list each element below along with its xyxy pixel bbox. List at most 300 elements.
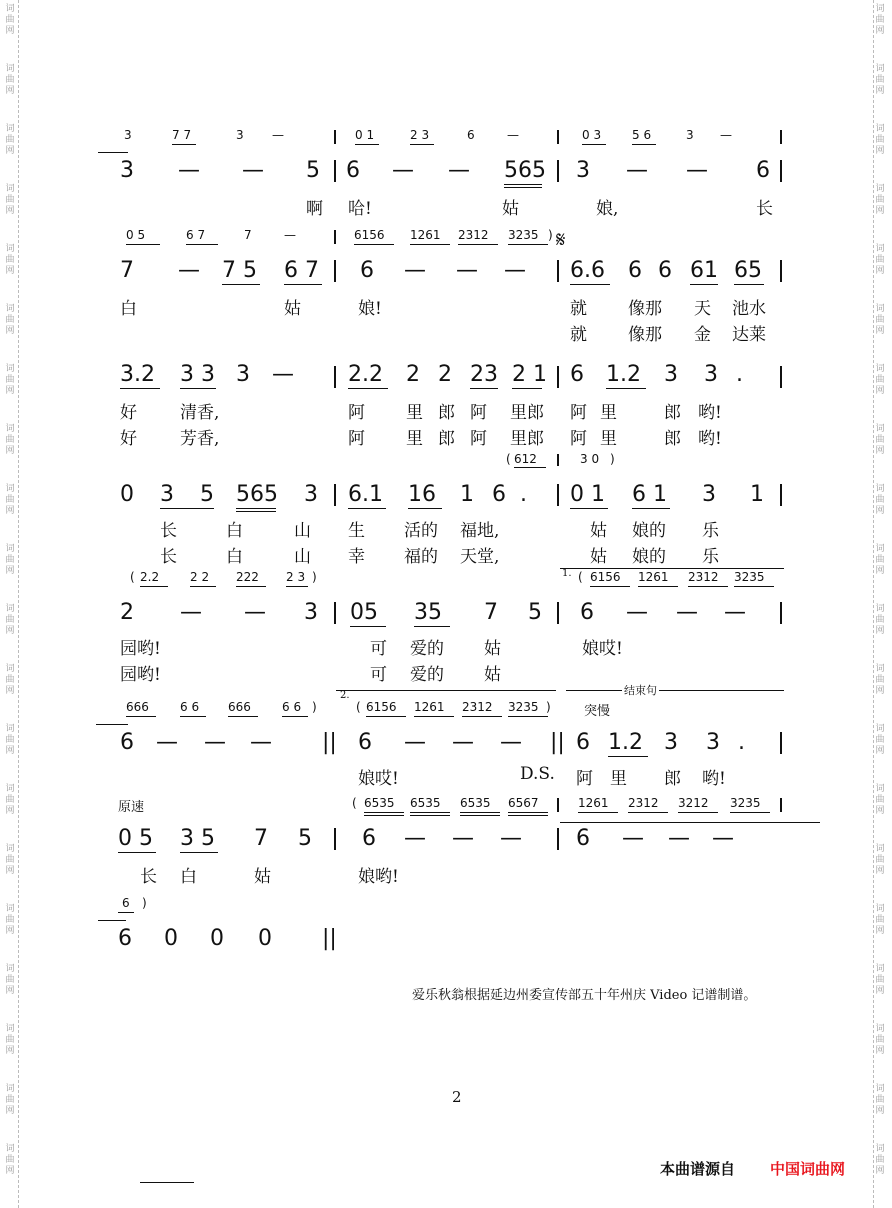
melody-note: 16 bbox=[408, 482, 436, 507]
watermark-text: 词 曲 网 bbox=[5, 304, 15, 336]
underline bbox=[678, 812, 718, 813]
lyric-syllable: 白 bbox=[226, 521, 243, 541]
watermark-text: 词 曲 网 bbox=[875, 544, 885, 576]
underline bbox=[578, 812, 618, 813]
watermark-text: 词 曲 网 bbox=[875, 124, 885, 156]
watermark-text: 词 曲 网 bbox=[5, 664, 15, 696]
underline bbox=[508, 244, 548, 245]
accomp-note: ) bbox=[546, 700, 551, 714]
melody-note: 6.1 bbox=[348, 482, 383, 507]
underline bbox=[410, 144, 434, 145]
barline bbox=[780, 260, 782, 282]
underline bbox=[284, 284, 322, 285]
tie-arc bbox=[98, 152, 128, 153]
lyric-syllable: 白 bbox=[226, 547, 243, 567]
melody-note: 2 1 bbox=[512, 362, 547, 387]
accomp-note: ( bbox=[356, 700, 361, 714]
underline bbox=[186, 244, 218, 245]
underline bbox=[126, 244, 160, 245]
watermark-text: 词 曲 网 bbox=[5, 64, 15, 96]
melody-note: 3 bbox=[576, 158, 590, 183]
underline bbox=[364, 812, 404, 813]
lyric-syllable: 里郎 bbox=[510, 429, 544, 449]
accomp-note: 3 bbox=[236, 128, 244, 142]
lyric-syllable: 乐 bbox=[702, 521, 719, 541]
underline bbox=[508, 716, 548, 717]
melody-note: — bbox=[392, 158, 414, 183]
repeat-end: || bbox=[322, 730, 337, 755]
watermark-text: 词 曲 网 bbox=[5, 244, 15, 276]
watermark-text: 词 曲 网 bbox=[875, 784, 885, 816]
lyric-syllable: 长 bbox=[756, 199, 773, 219]
lyric-syllable: 园哟! bbox=[120, 639, 161, 659]
lyric-syllable: 可 bbox=[370, 639, 387, 659]
melody-note: 0 bbox=[120, 482, 134, 507]
lyric-syllable: D.S. bbox=[520, 764, 555, 784]
underline bbox=[410, 812, 450, 813]
lyric-syllable: 可 bbox=[370, 665, 387, 685]
accomp-note: 6 6 bbox=[282, 700, 302, 714]
melody-note: — bbox=[626, 600, 648, 625]
melody-note: — bbox=[404, 258, 426, 283]
lyric-syllable: 生 bbox=[348, 521, 365, 541]
barline bbox=[780, 602, 782, 624]
watermark-text: 词 曲 网 bbox=[875, 4, 885, 36]
accomp-note: 7 7 bbox=[172, 128, 192, 142]
melody-note: 6 bbox=[362, 826, 376, 851]
watermark-text: 词 曲 网 bbox=[875, 1084, 885, 1116]
accomp-note: 1261 bbox=[638, 570, 669, 584]
barline bbox=[557, 484, 559, 506]
accomp-note: 6567 bbox=[508, 796, 539, 810]
lyric-syllable: 像那 bbox=[628, 299, 662, 319]
watermark-text: 词 曲 网 bbox=[5, 604, 15, 636]
melody-note: 6 bbox=[358, 730, 372, 755]
melody-note: — bbox=[452, 730, 474, 755]
lyric-syllable: 幸 bbox=[348, 547, 365, 567]
melody-note: — bbox=[500, 826, 522, 851]
accomp-note: 1261 bbox=[410, 228, 441, 242]
accomp-note: 6 bbox=[467, 128, 475, 142]
watermark-text: 词 曲 网 bbox=[875, 604, 885, 636]
lyric-syllable: 阿 bbox=[348, 403, 365, 423]
accomp-note: 3235 bbox=[730, 796, 761, 810]
melody-note: 6 bbox=[570, 362, 584, 387]
barline bbox=[334, 828, 336, 850]
melody-note: 6 bbox=[492, 482, 506, 507]
melody-note: — bbox=[668, 826, 690, 851]
watermark-text: 词 曲 网 bbox=[875, 304, 885, 336]
lyric-syllable: 阿 bbox=[570, 429, 587, 449]
melody-note: 3.2 bbox=[120, 362, 155, 387]
melody-note: — bbox=[724, 600, 746, 625]
underline bbox=[508, 812, 548, 813]
lyric-syllable: 姑 bbox=[590, 521, 607, 541]
barline bbox=[334, 130, 336, 144]
barline bbox=[780, 732, 782, 754]
lyric-syllable: 白 bbox=[120, 299, 137, 319]
melody-note: 3 5 bbox=[180, 826, 215, 851]
lyric-syllable: 长 bbox=[160, 521, 177, 541]
watermark-text: 词 曲 网 bbox=[5, 844, 15, 876]
melody-note: 0 bbox=[164, 926, 178, 951]
watermark-text: 词 曲 网 bbox=[875, 964, 885, 996]
melody-note: — bbox=[712, 826, 734, 851]
accomp-note: 3 bbox=[124, 128, 132, 142]
underline bbox=[514, 467, 546, 468]
underline bbox=[160, 508, 214, 509]
accomp-note: 0 1 bbox=[355, 128, 375, 142]
underline bbox=[236, 511, 276, 512]
melody-note: 6.6 bbox=[570, 258, 605, 283]
melody-note: 3 bbox=[704, 362, 718, 387]
accomp-note: 3 bbox=[686, 128, 694, 142]
accomp-note: 222 bbox=[236, 570, 259, 584]
watermark-text: 词 曲 网 bbox=[875, 424, 885, 456]
accomp-note: 2.2 bbox=[140, 570, 160, 584]
watermark-text: 词 曲 网 bbox=[875, 844, 885, 876]
lyric-syllable: 爱的 bbox=[410, 665, 444, 685]
melody-note: 2 bbox=[406, 362, 420, 387]
melody-note: 2 bbox=[120, 600, 134, 625]
melody-note: — bbox=[622, 826, 644, 851]
accomp-note: ) bbox=[312, 700, 317, 714]
melody-note: 05 bbox=[350, 600, 378, 625]
melody-note: 6 7 bbox=[284, 258, 319, 283]
barline bbox=[334, 366, 336, 388]
accomp-note: 3235 bbox=[734, 570, 765, 584]
barline bbox=[557, 828, 559, 850]
accomp-note: 6156 bbox=[354, 228, 385, 242]
barline bbox=[334, 602, 336, 624]
underline bbox=[690, 284, 718, 285]
melody-note: 0 bbox=[210, 926, 224, 951]
barline bbox=[557, 454, 559, 466]
lyric-syllable: 长 bbox=[160, 547, 177, 567]
accomp-note: 2312 bbox=[458, 228, 489, 242]
watermark-text: 词 曲 网 bbox=[875, 184, 885, 216]
melody-note: — bbox=[448, 158, 470, 183]
underline bbox=[570, 508, 608, 509]
accomp-note: ) bbox=[142, 896, 147, 910]
lyric-syllable: 里 bbox=[406, 403, 423, 423]
lyric-syllable: 白 bbox=[180, 867, 197, 887]
underline bbox=[688, 586, 728, 587]
accomp-note: 666 bbox=[228, 700, 251, 714]
lyric-syllable: 就 bbox=[570, 299, 587, 319]
melody-note: — bbox=[250, 730, 272, 755]
accomp-note: 6535 bbox=[364, 796, 395, 810]
lyric-syllable: 金 bbox=[694, 325, 711, 345]
underline bbox=[236, 508, 276, 509]
lyric-syllable: 就 bbox=[570, 325, 587, 345]
melody-note: 2 bbox=[438, 362, 452, 387]
watermark-text: 词 曲 网 bbox=[5, 784, 15, 816]
underline bbox=[180, 716, 206, 717]
melody-note: — bbox=[178, 158, 200, 183]
melody-note: 5 bbox=[200, 482, 214, 507]
accomp-note: 2312 bbox=[688, 570, 719, 584]
accomp-note: 3235 bbox=[508, 228, 539, 242]
melody-note: 3 bbox=[304, 482, 318, 507]
lyric-syllable: 里郎 bbox=[510, 403, 544, 423]
lyric-syllable: 福地, bbox=[460, 521, 500, 541]
lyric-syllable: 活的 bbox=[404, 521, 438, 541]
accomp-note: 2 3 bbox=[410, 128, 430, 142]
watermark-text: 词 曲 网 bbox=[875, 724, 885, 756]
underline bbox=[228, 716, 258, 717]
lyric-syllable: 阿 bbox=[470, 429, 487, 449]
lyric-syllable: 哟! bbox=[698, 403, 722, 423]
underline bbox=[460, 812, 500, 813]
lyric-syllable: 芳香, bbox=[180, 429, 220, 449]
barline bbox=[334, 230, 336, 244]
accomp-note: 6 6 bbox=[180, 700, 200, 714]
lyric-syllable: 娘哎! bbox=[358, 769, 399, 789]
barline bbox=[557, 366, 559, 388]
underline bbox=[504, 187, 542, 188]
melody-note: — bbox=[500, 730, 522, 755]
lyric-syllable: 哈! bbox=[348, 199, 372, 219]
lyric-syllable: 长 bbox=[140, 867, 157, 887]
accomp-note: 612 bbox=[514, 452, 537, 466]
underline bbox=[410, 815, 450, 816]
underline bbox=[355, 144, 379, 145]
watermark-text: 词 曲 网 bbox=[5, 364, 15, 396]
barline bbox=[557, 160, 559, 182]
accomp-note: ( bbox=[578, 570, 583, 584]
lyric-syllable: 山 bbox=[294, 521, 311, 541]
volta-number: 1. bbox=[562, 568, 572, 579]
accomp-note: 6535 bbox=[410, 796, 441, 810]
melody-note: — bbox=[686, 158, 708, 183]
lyric-syllable: 天堂, bbox=[460, 547, 500, 567]
melody-note: — bbox=[178, 258, 200, 283]
melody-note: 1.2 bbox=[608, 730, 643, 755]
underline bbox=[470, 388, 498, 389]
underline bbox=[632, 144, 656, 145]
lyric-syllable: 园哟! bbox=[120, 665, 161, 685]
melody-note: 6 bbox=[658, 258, 672, 283]
watermark-text: 词 曲 网 bbox=[5, 544, 15, 576]
accomp-note: 2 3 bbox=[286, 570, 306, 584]
segno-icon: 𝄋 bbox=[556, 228, 566, 253]
lyric-syllable: 姑 bbox=[590, 547, 607, 567]
accomp-note: ( bbox=[130, 570, 135, 584]
accomp-note: — bbox=[272, 128, 284, 142]
lyric-syllable: 好 bbox=[120, 403, 137, 423]
lyric-syllable: 山 bbox=[294, 547, 311, 567]
lyric-syllable: 好 bbox=[120, 429, 137, 449]
melody-note: 3 3 bbox=[180, 362, 215, 387]
lyric-syllable: 像那 bbox=[628, 325, 662, 345]
melody-note: 6 bbox=[118, 926, 132, 951]
accomp-note: 666 bbox=[126, 700, 149, 714]
lyric-syllable: 郎 bbox=[438, 429, 455, 449]
watermark-text: 词 曲 网 bbox=[5, 424, 15, 456]
melody-note: . bbox=[738, 730, 745, 755]
final-barline: || bbox=[322, 926, 337, 951]
melody-note: 3 bbox=[236, 362, 250, 387]
underline bbox=[120, 388, 160, 389]
underline bbox=[364, 815, 404, 816]
footer-site-link[interactable]: 中国词曲网 bbox=[770, 1160, 846, 1178]
melody-note: . bbox=[736, 362, 743, 387]
underline bbox=[126, 716, 156, 717]
tempo-marking: 原速 bbox=[118, 800, 145, 815]
underline bbox=[734, 284, 764, 285]
melody-note: — bbox=[156, 730, 178, 755]
melody-note: — bbox=[626, 158, 648, 183]
melody-note: 6 bbox=[756, 158, 770, 183]
melody-note: 1 bbox=[750, 482, 764, 507]
accomp-note: ) bbox=[312, 570, 317, 584]
melody-note: 3 bbox=[304, 600, 318, 625]
accomp-note: 0 3 bbox=[582, 128, 602, 142]
underline bbox=[414, 626, 450, 627]
melody-note: 0 5 bbox=[118, 826, 153, 851]
melody-note: 0 1 bbox=[570, 482, 605, 507]
lyric-syllable: 里 bbox=[600, 429, 617, 449]
lyric-syllable: 乐 bbox=[702, 547, 719, 567]
accomp-note: ( bbox=[352, 796, 357, 810]
melody-note: 7 bbox=[484, 600, 498, 625]
accomp-note: 6535 bbox=[460, 796, 491, 810]
barline bbox=[557, 798, 559, 812]
lyric-syllable: 池水 bbox=[732, 299, 766, 319]
lyric-syllable: 郎 bbox=[664, 769, 681, 789]
lyric-syllable: 姑 bbox=[484, 639, 501, 659]
underline bbox=[408, 508, 442, 509]
melody-note: — bbox=[180, 600, 202, 625]
accomp-note: — bbox=[284, 228, 296, 242]
underline bbox=[118, 852, 156, 853]
lyric-syllable: 娘哎! bbox=[582, 639, 623, 659]
lyric-syllable: 里 bbox=[600, 403, 617, 423]
lyric-syllable: 娘! bbox=[358, 299, 382, 319]
lyric-syllable: 娘哟! bbox=[358, 867, 399, 887]
melody-note: . bbox=[520, 482, 527, 507]
lyric-syllable: 阿 bbox=[570, 403, 587, 423]
melody-note: 565 bbox=[236, 482, 278, 507]
melody-note: 3 bbox=[120, 158, 134, 183]
lyric-syllable: 娘的 bbox=[632, 521, 666, 541]
accomp-note: 1261 bbox=[414, 700, 445, 714]
melody-note: — bbox=[456, 258, 478, 283]
lyric-syllable: 达莱 bbox=[732, 325, 766, 345]
melody-note: 3 bbox=[664, 730, 678, 755]
melody-note: 6 bbox=[628, 258, 642, 283]
melody-note: — bbox=[242, 158, 264, 183]
melody-note: 6 1 bbox=[632, 482, 667, 507]
underline bbox=[282, 716, 308, 717]
watermark-text: 词 曲 网 bbox=[5, 1144, 15, 1176]
melody-note: 2.2 bbox=[348, 362, 383, 387]
footer-source-label: 本曲谱源自 bbox=[660, 1160, 736, 1178]
page-number: 2 bbox=[452, 1088, 462, 1106]
melody-note: 3 bbox=[702, 482, 716, 507]
underline bbox=[348, 508, 386, 509]
volta-bracket bbox=[336, 690, 556, 691]
underline bbox=[350, 626, 386, 627]
double-barline: || bbox=[550, 730, 565, 755]
transcription-credit: 爱乐秋翁根据延边州委宣传部五十年州庆 Video 记谱制谱。 bbox=[412, 988, 757, 1003]
volta-number: 2. bbox=[340, 690, 350, 701]
underline bbox=[508, 815, 548, 816]
lyric-syllable: 天 bbox=[694, 299, 711, 319]
melody-note: 5 bbox=[528, 600, 542, 625]
melody-note: 3 bbox=[706, 730, 720, 755]
melody-note: — bbox=[404, 826, 426, 851]
lyric-syllable: 郎 bbox=[664, 403, 681, 423]
accomp-note: 2312 bbox=[462, 700, 493, 714]
watermark-text: 词 曲 网 bbox=[5, 904, 15, 936]
accomp-note: 7 bbox=[244, 228, 252, 242]
melody-note: 7 bbox=[120, 258, 134, 283]
barline bbox=[780, 160, 782, 182]
lyric-syllable: 阿 bbox=[470, 403, 487, 423]
melody-note: 1.2 bbox=[606, 362, 641, 387]
footer-rule bbox=[140, 1182, 194, 1183]
underline bbox=[222, 284, 260, 285]
watermark-text: 词 曲 网 bbox=[5, 964, 15, 996]
barline bbox=[780, 484, 782, 506]
melody-note: — bbox=[244, 600, 266, 625]
lyric-syllable: 清香, bbox=[180, 403, 220, 423]
underline bbox=[608, 756, 648, 757]
barline bbox=[334, 484, 336, 506]
lyric-syllable: 阿 bbox=[348, 429, 365, 449]
lyric-syllable: 里 bbox=[610, 769, 627, 789]
underline bbox=[628, 812, 668, 813]
watermark-text: 词 曲 网 bbox=[5, 484, 15, 516]
melody-note: 5 bbox=[306, 158, 320, 183]
accomp-note: ( bbox=[506, 452, 511, 466]
coda-bracket bbox=[566, 690, 784, 691]
lyric-syllable: 姑 bbox=[284, 299, 301, 319]
watermark-text: 词 曲 网 bbox=[5, 724, 15, 756]
underline bbox=[180, 852, 218, 853]
underline bbox=[730, 812, 770, 813]
melody-note: 6 bbox=[580, 600, 594, 625]
underline bbox=[354, 244, 394, 245]
underline bbox=[236, 586, 266, 587]
tie-arc bbox=[98, 920, 126, 921]
melody-note: 7 bbox=[254, 826, 268, 851]
underline bbox=[366, 716, 406, 717]
watermark-text: 词 曲 网 bbox=[875, 64, 885, 96]
lyric-syllable: 哟! bbox=[702, 769, 726, 789]
accomp-note: ) bbox=[548, 228, 553, 242]
underline bbox=[504, 184, 542, 185]
lyric-syllable: 啊 bbox=[306, 199, 323, 219]
accomp-note: ) bbox=[610, 452, 615, 466]
lyric-syllable: 郎 bbox=[438, 403, 455, 423]
volta-bracket bbox=[560, 568, 784, 569]
barline bbox=[780, 130, 782, 144]
underline bbox=[606, 388, 646, 389]
underline bbox=[462, 716, 502, 717]
underline bbox=[410, 244, 450, 245]
lyric-syllable: 里 bbox=[406, 429, 423, 449]
lyric-syllable: 娘的 bbox=[632, 547, 666, 567]
watermark-text: 词 曲 网 bbox=[875, 484, 885, 516]
watermark-text: 词 曲 网 bbox=[5, 1084, 15, 1116]
accomp-note: 2 2 bbox=[190, 570, 210, 584]
lyric-syllable: 姑 bbox=[502, 199, 519, 219]
melody-note: — bbox=[272, 362, 294, 387]
barline bbox=[334, 260, 336, 282]
